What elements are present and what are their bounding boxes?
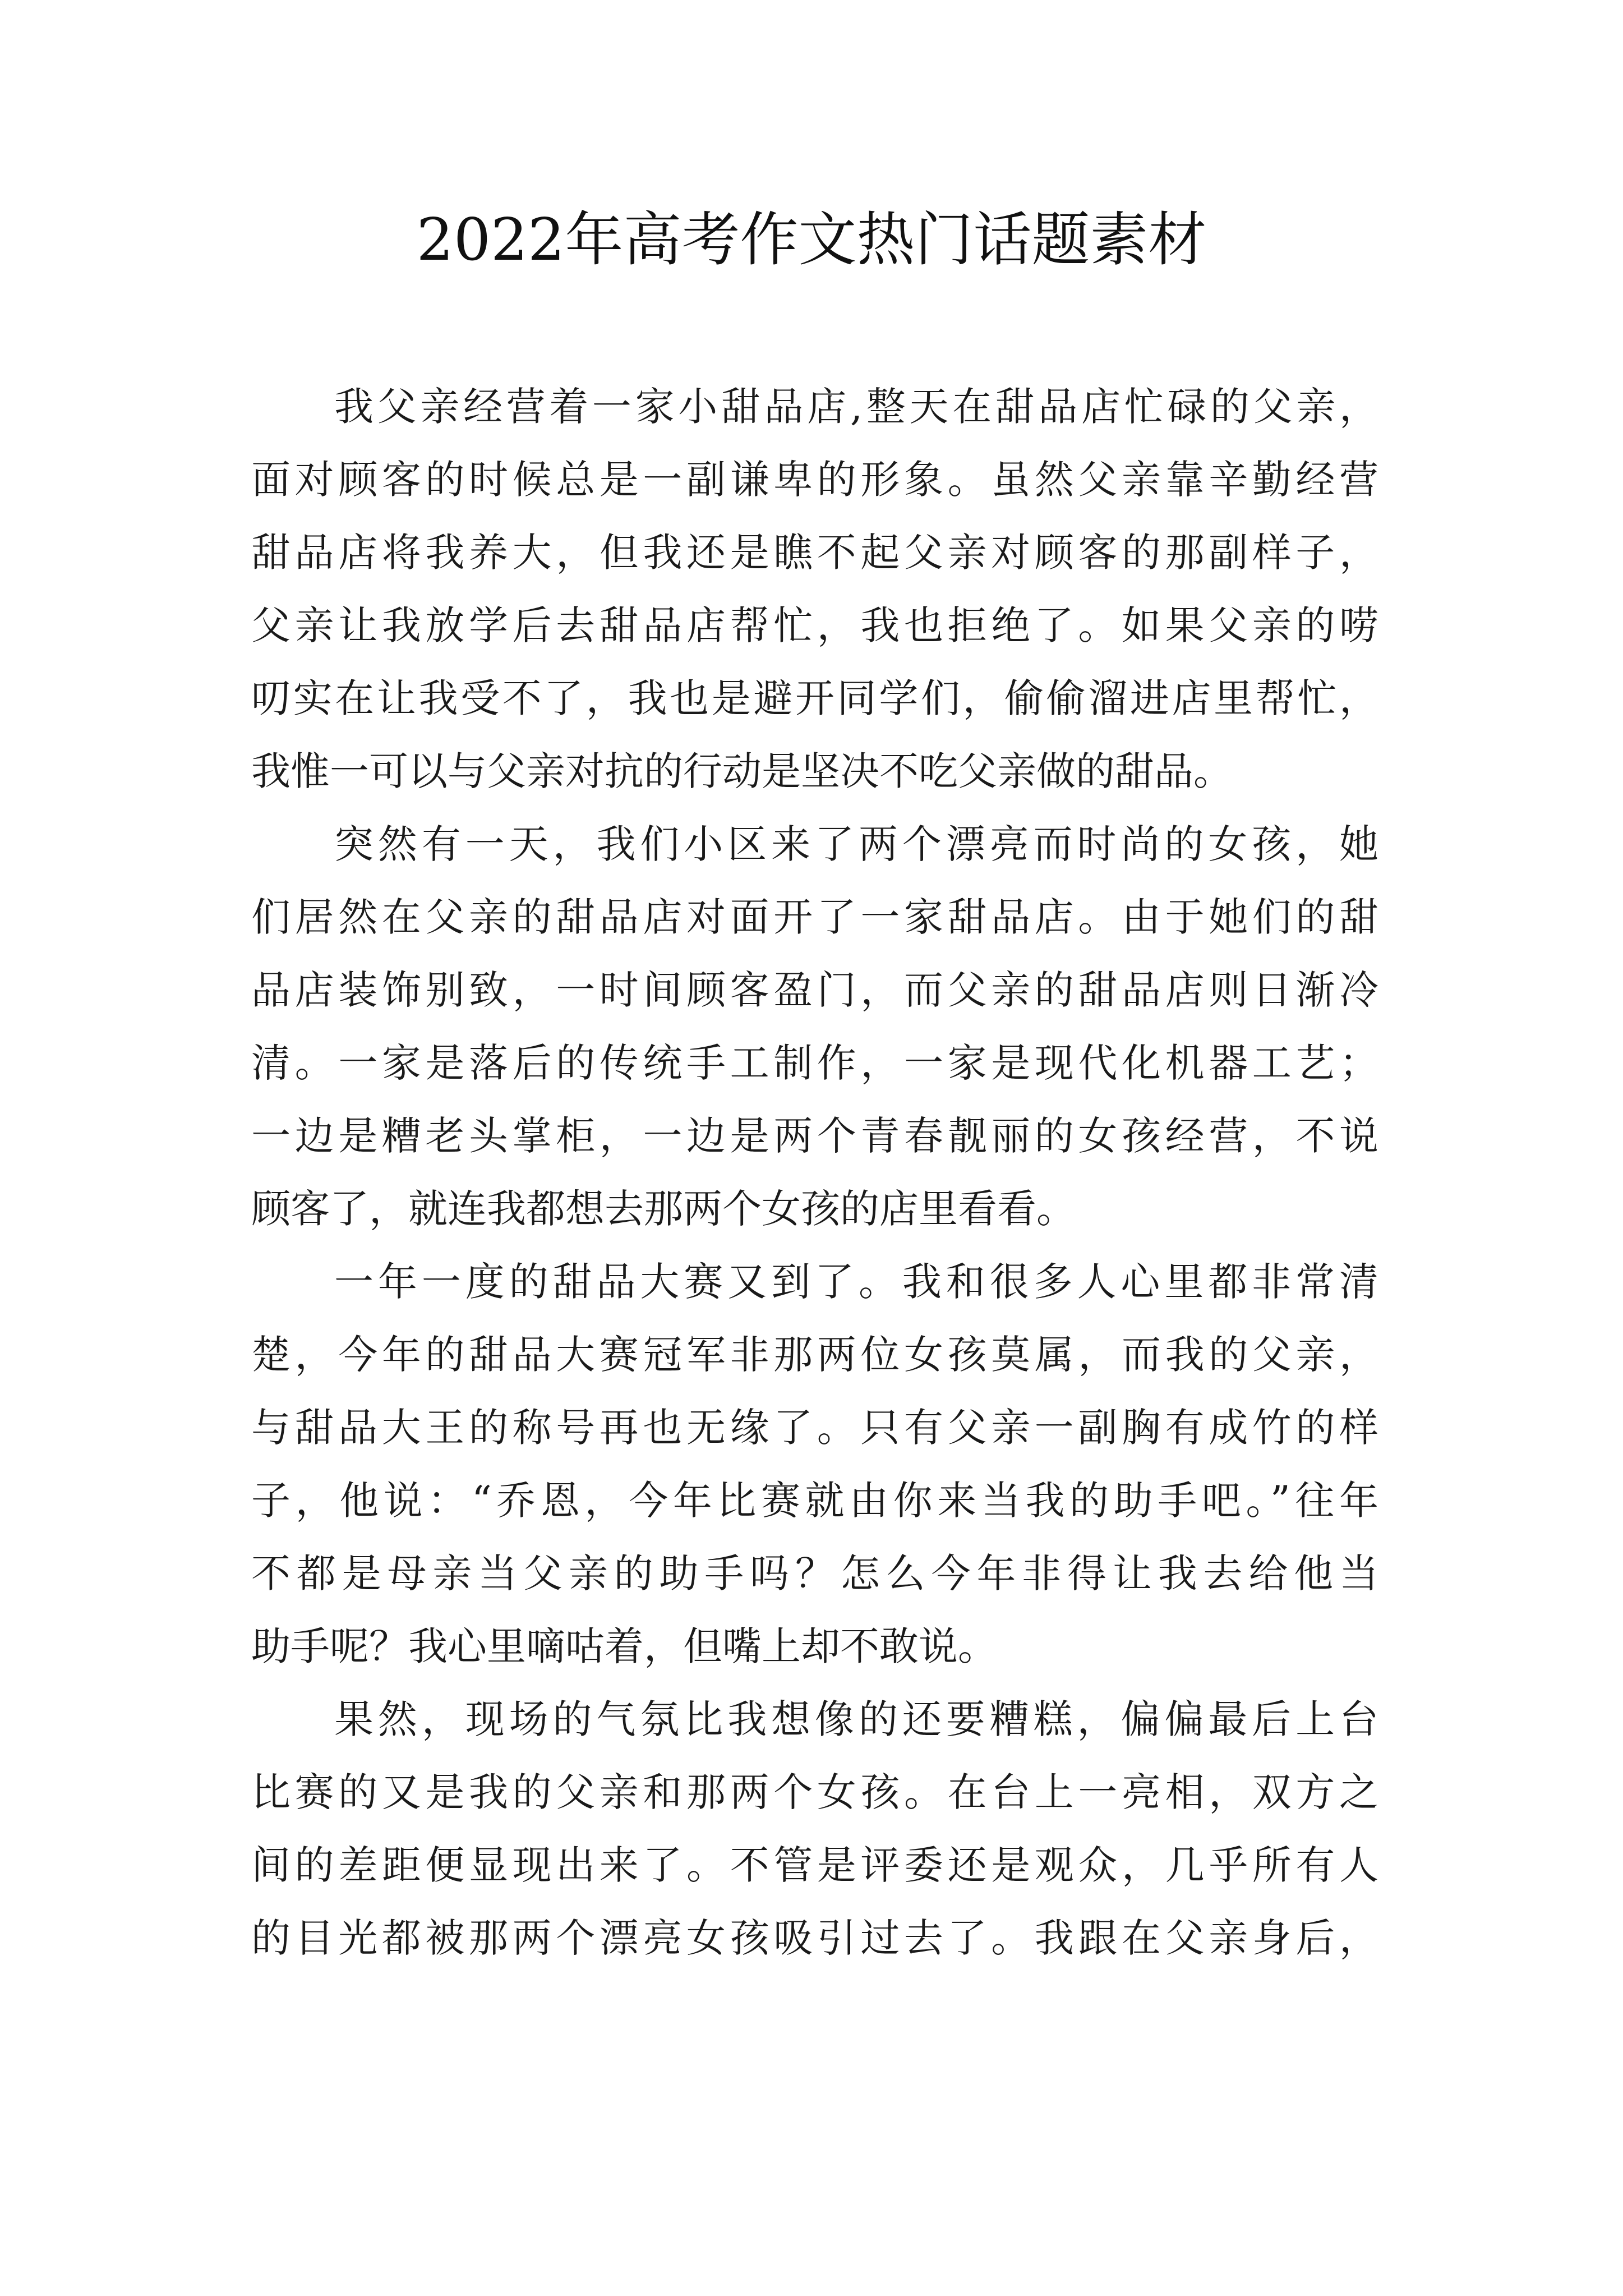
paragraph-line: 突然有一天，我们小区来了两个漂亮而时尚的女孩，她 [334,821,1378,867]
paragraph-line: 的目光都被那两个漂亮女孩吸引过去了。我跟在父亲身后， [251,1915,1378,1961]
paragraph-line: 甜品店将我养大，但我还是瞧不起父亲对顾客的那副样子， [251,530,1378,576]
paragraph-line: 们居然在父亲的甜品店对面开了一家甜品店。由于她们的甜 [251,894,1378,940]
paragraph-line: 面对顾客的时候总是一副谦卑的形象。虽然父亲靠辛勤经营 [251,457,1378,503]
paragraph-line: 果然，现场的气氛比我想像的还要糟糕，偏偏最后上台 [334,1696,1378,1742]
paragraph-line: 一年一度的甜品大赛又到了。我和很多人心里都非常清 [334,1259,1378,1305]
paragraph [251,1245,1378,1683]
paragraph-line: 助手呢？我心里嘀咕着，但嘴上却不敢说。 [251,1623,997,1669]
paragraph-line: 父亲让我放学后去甜品店帮忙，我也拒绝了。如果父亲的唠 [251,602,1378,648]
paragraph [251,808,1378,1245]
paragraph-line: 清。一家是落后的传统手工制作，一家是现代化机器工艺； [251,1040,1378,1086]
document-title: 2022年高考作文热门话题素材 [416,205,1207,274]
document-body [251,370,1378,1975]
paragraph-line: 间的差距便显现出来了。不管是评委还是观众，几乎所有人 [251,1842,1378,1888]
paragraph-line: 比赛的又是我的父亲和那两个女孩。在台上一亮相，双方之 [251,1769,1378,1815]
paragraph-line: 叨实在让我受不了，我也是避开同学们，偷偷溜进店里帮忙， [251,675,1378,721]
paragraph-line: 顾客了，就连我都想去那两个女孩的店里看看。 [251,1186,1076,1232]
paragraph-line: 不都是母亲当父亲的助手吗？怎么今年非得让我去给他当 [251,1550,1378,1596]
paragraph-line: 我惟一可以与父亲对抗的行动是坚决不吃父亲做的甜品。 [251,748,1233,794]
paragraph-line: 楚，今年的甜品大赛冠军非那两位女孩莫属，而我的父亲， [251,1332,1378,1378]
paragraph-line: 品店装饰别致，一时间顾客盈门，而父亲的甜品店则日渐冷 [251,967,1378,1013]
paragraph [251,370,1378,808]
paragraph-line: 我父亲经营着一家小甜品店,整天在甜品店忙碌的父亲， [334,384,1378,430]
paragraph [251,1683,1378,1975]
paragraph-line: 与甜品大王的称号再也无缘了。只有父亲一副胸有成竹的样 [251,1405,1378,1451]
paragraph-line: 子，他说：“乔恩，今年比赛就由你来当我的助手吧。”往年 [251,1478,1378,1524]
paragraph-line: 一边是糟老头掌柜，一边是两个青春靓丽的女孩经营，不说 [251,1113,1378,1159]
